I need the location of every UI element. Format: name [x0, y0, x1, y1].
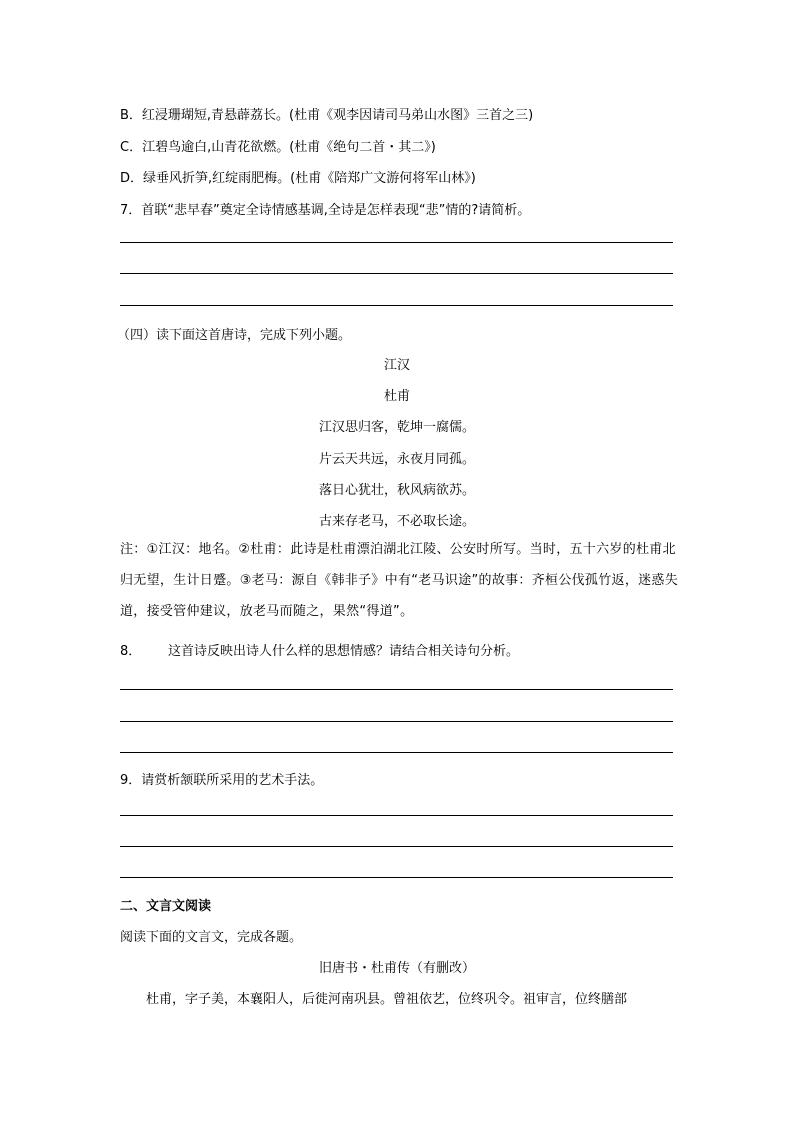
answer-line [120, 877, 673, 878]
section-4-intro: （四）读下面这首唐诗，完成下列小题。 [117, 328, 352, 343]
poem-line: 古来存老马，不必取长途。 [318, 514, 475, 529]
poem-author: 杜甫 [383, 389, 410, 404]
answer-line [120, 305, 673, 306]
answer-line [120, 721, 673, 722]
classical-text-title: 旧唐书・杜甫传（有删改） [318, 961, 475, 976]
answer-line [120, 689, 673, 690]
option-c: C．江碧鸟逾白,山青花欲燃。(杜甫《绝句二首・其二》) [120, 140, 436, 155]
question-7: 7．首联“悲早春”奠定全诗情感基调,全诗是怎样表现“悲”情的?请简析。 [120, 203, 531, 218]
answer-line [120, 242, 673, 243]
question-9: 9．请赏析颔联所采用的艺术手法。 [120, 773, 324, 788]
poem-line: 落日心犹壮，秋风病欲苏。 [318, 483, 475, 498]
poem-title: 江汉 [383, 358, 410, 373]
answer-line [120, 752, 673, 753]
option-b: B．红浸珊瑚短,青悬薜荔长。(杜甫《观李因请司马弟山水图》三首之三) [120, 108, 534, 123]
classical-text-paragraph: 杜甫，字子美，本襄阳人，后徙河南巩县。曾祖依艺，位终巩令。祖审言，位终膳部 [146, 992, 628, 1007]
section-2-heading: 二、文言文阅读 [120, 899, 212, 914]
question-8-number: 8． [120, 644, 142, 659]
poem-line: 片云天共远，永夜月同孤。 [318, 452, 475, 467]
poem-notes: 注：①江汉：地名。②杜甫：此诗是杜甫漂泊湖北江陵、公安时所写。当时，五十六岁的杜甫北归无望，生计日蹙。③老马：源自《韩非子》中有“老马识途”的故事：齐桓公伐孤竹返，迷惑失道，接受管仲建议，放老马而随之，果然“得道”。 [120, 542, 679, 619]
option-d: D．绿垂风折笋,红绽雨肥梅。(杜甫《陪郑广文游何将军山林》) [120, 171, 476, 186]
poem-line: 江汉思归客，乾坤一腐儒。 [318, 420, 475, 435]
answer-line [120, 846, 673, 847]
section-2-intro: 阅读下面的文言文，完成各题。 [120, 930, 303, 945]
question-8-text: 这首诗反映出诗人什么样的思想情感？请结合相关诗句分析。 [168, 644, 520, 659]
answer-line [120, 273, 673, 274]
answer-line [120, 815, 673, 816]
